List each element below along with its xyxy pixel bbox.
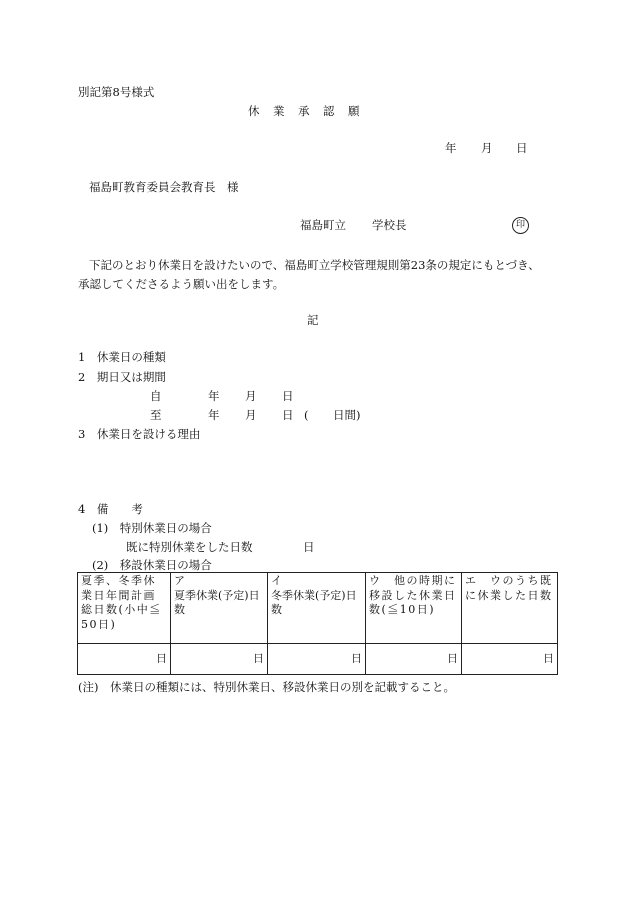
sender-school-prefix: 福島町立 bbox=[300, 218, 346, 232]
from-day: 日 bbox=[282, 389, 294, 403]
table-row bbox=[78, 644, 558, 675]
table-cell: 日 bbox=[366, 644, 462, 675]
item-3: 3 休業日を設ける理由 bbox=[78, 427, 201, 441]
table-header-cell: ウ 他の時期に移設した休業日数(≦10日) bbox=[366, 573, 462, 644]
addressee: 福島町教育委員会教育長 様 bbox=[89, 180, 239, 194]
table-cell: 日 bbox=[268, 644, 366, 675]
table-header-cell: ア 夏季休業(予定)日数 bbox=[171, 573, 268, 644]
item-4: 4 備 考 bbox=[78, 502, 143, 516]
date-day: 日 bbox=[516, 141, 528, 155]
to-month: 月 bbox=[245, 408, 257, 422]
form-number: 別記第8号様式 bbox=[78, 85, 155, 99]
relocated-holidays-table bbox=[77, 572, 558, 675]
document-title: 休 業 承 認 願 bbox=[248, 104, 361, 118]
table-cell: 日 bbox=[171, 644, 268, 675]
table-header-cell: イ 冬季休業(予定)日数 bbox=[268, 573, 366, 644]
seal-mark: 印 bbox=[512, 217, 529, 234]
note: (注) 休業日の種類には、特別休業日、移設休業日の別を記載すること。 bbox=[78, 680, 455, 694]
sub-item-1: (1) 特別休業日の場合 bbox=[92, 521, 212, 535]
date-year: 年 bbox=[445, 141, 457, 155]
date-month: 月 bbox=[481, 141, 493, 155]
body-line-2: 承認してくださるよう願い出をします。 bbox=[78, 277, 285, 291]
table-header-cell: 夏季、冬季休業日年間計画総日数(小中≦50日) bbox=[78, 573, 171, 644]
to-days: 日間) bbox=[333, 408, 361, 422]
table-cell: 日 bbox=[462, 644, 558, 675]
sub-item-2: (2) 移設休業日の場合 bbox=[92, 558, 212, 572]
from-month: 月 bbox=[245, 389, 257, 403]
body-line-1: 下記のとおり休業日を設けたいので、福島町立学校管理規則第23条の規定にもとづき、 bbox=[89, 258, 540, 272]
ki-heading: 記 bbox=[307, 313, 319, 327]
table-header-cell: エ ウのうち既に休業した日数 bbox=[462, 573, 558, 644]
table-header-row bbox=[78, 573, 558, 644]
special-days-label: 既に特別休業をした日数 bbox=[126, 540, 253, 554]
from-label: 自 bbox=[150, 389, 162, 403]
sender-school-suffix: 学校長 bbox=[372, 218, 407, 232]
special-days-unit: 日 bbox=[303, 540, 315, 554]
to-label: 至 bbox=[150, 408, 162, 422]
item-2: 2 期日又は期間 bbox=[78, 370, 166, 384]
to-paren-open: ( bbox=[304, 408, 309, 422]
item-1: 1 休業日の種類 bbox=[78, 350, 166, 364]
table-cell: 日 bbox=[78, 644, 171, 675]
to-year: 年 bbox=[208, 408, 220, 422]
from-year: 年 bbox=[208, 389, 220, 403]
to-day: 日 bbox=[282, 408, 294, 422]
